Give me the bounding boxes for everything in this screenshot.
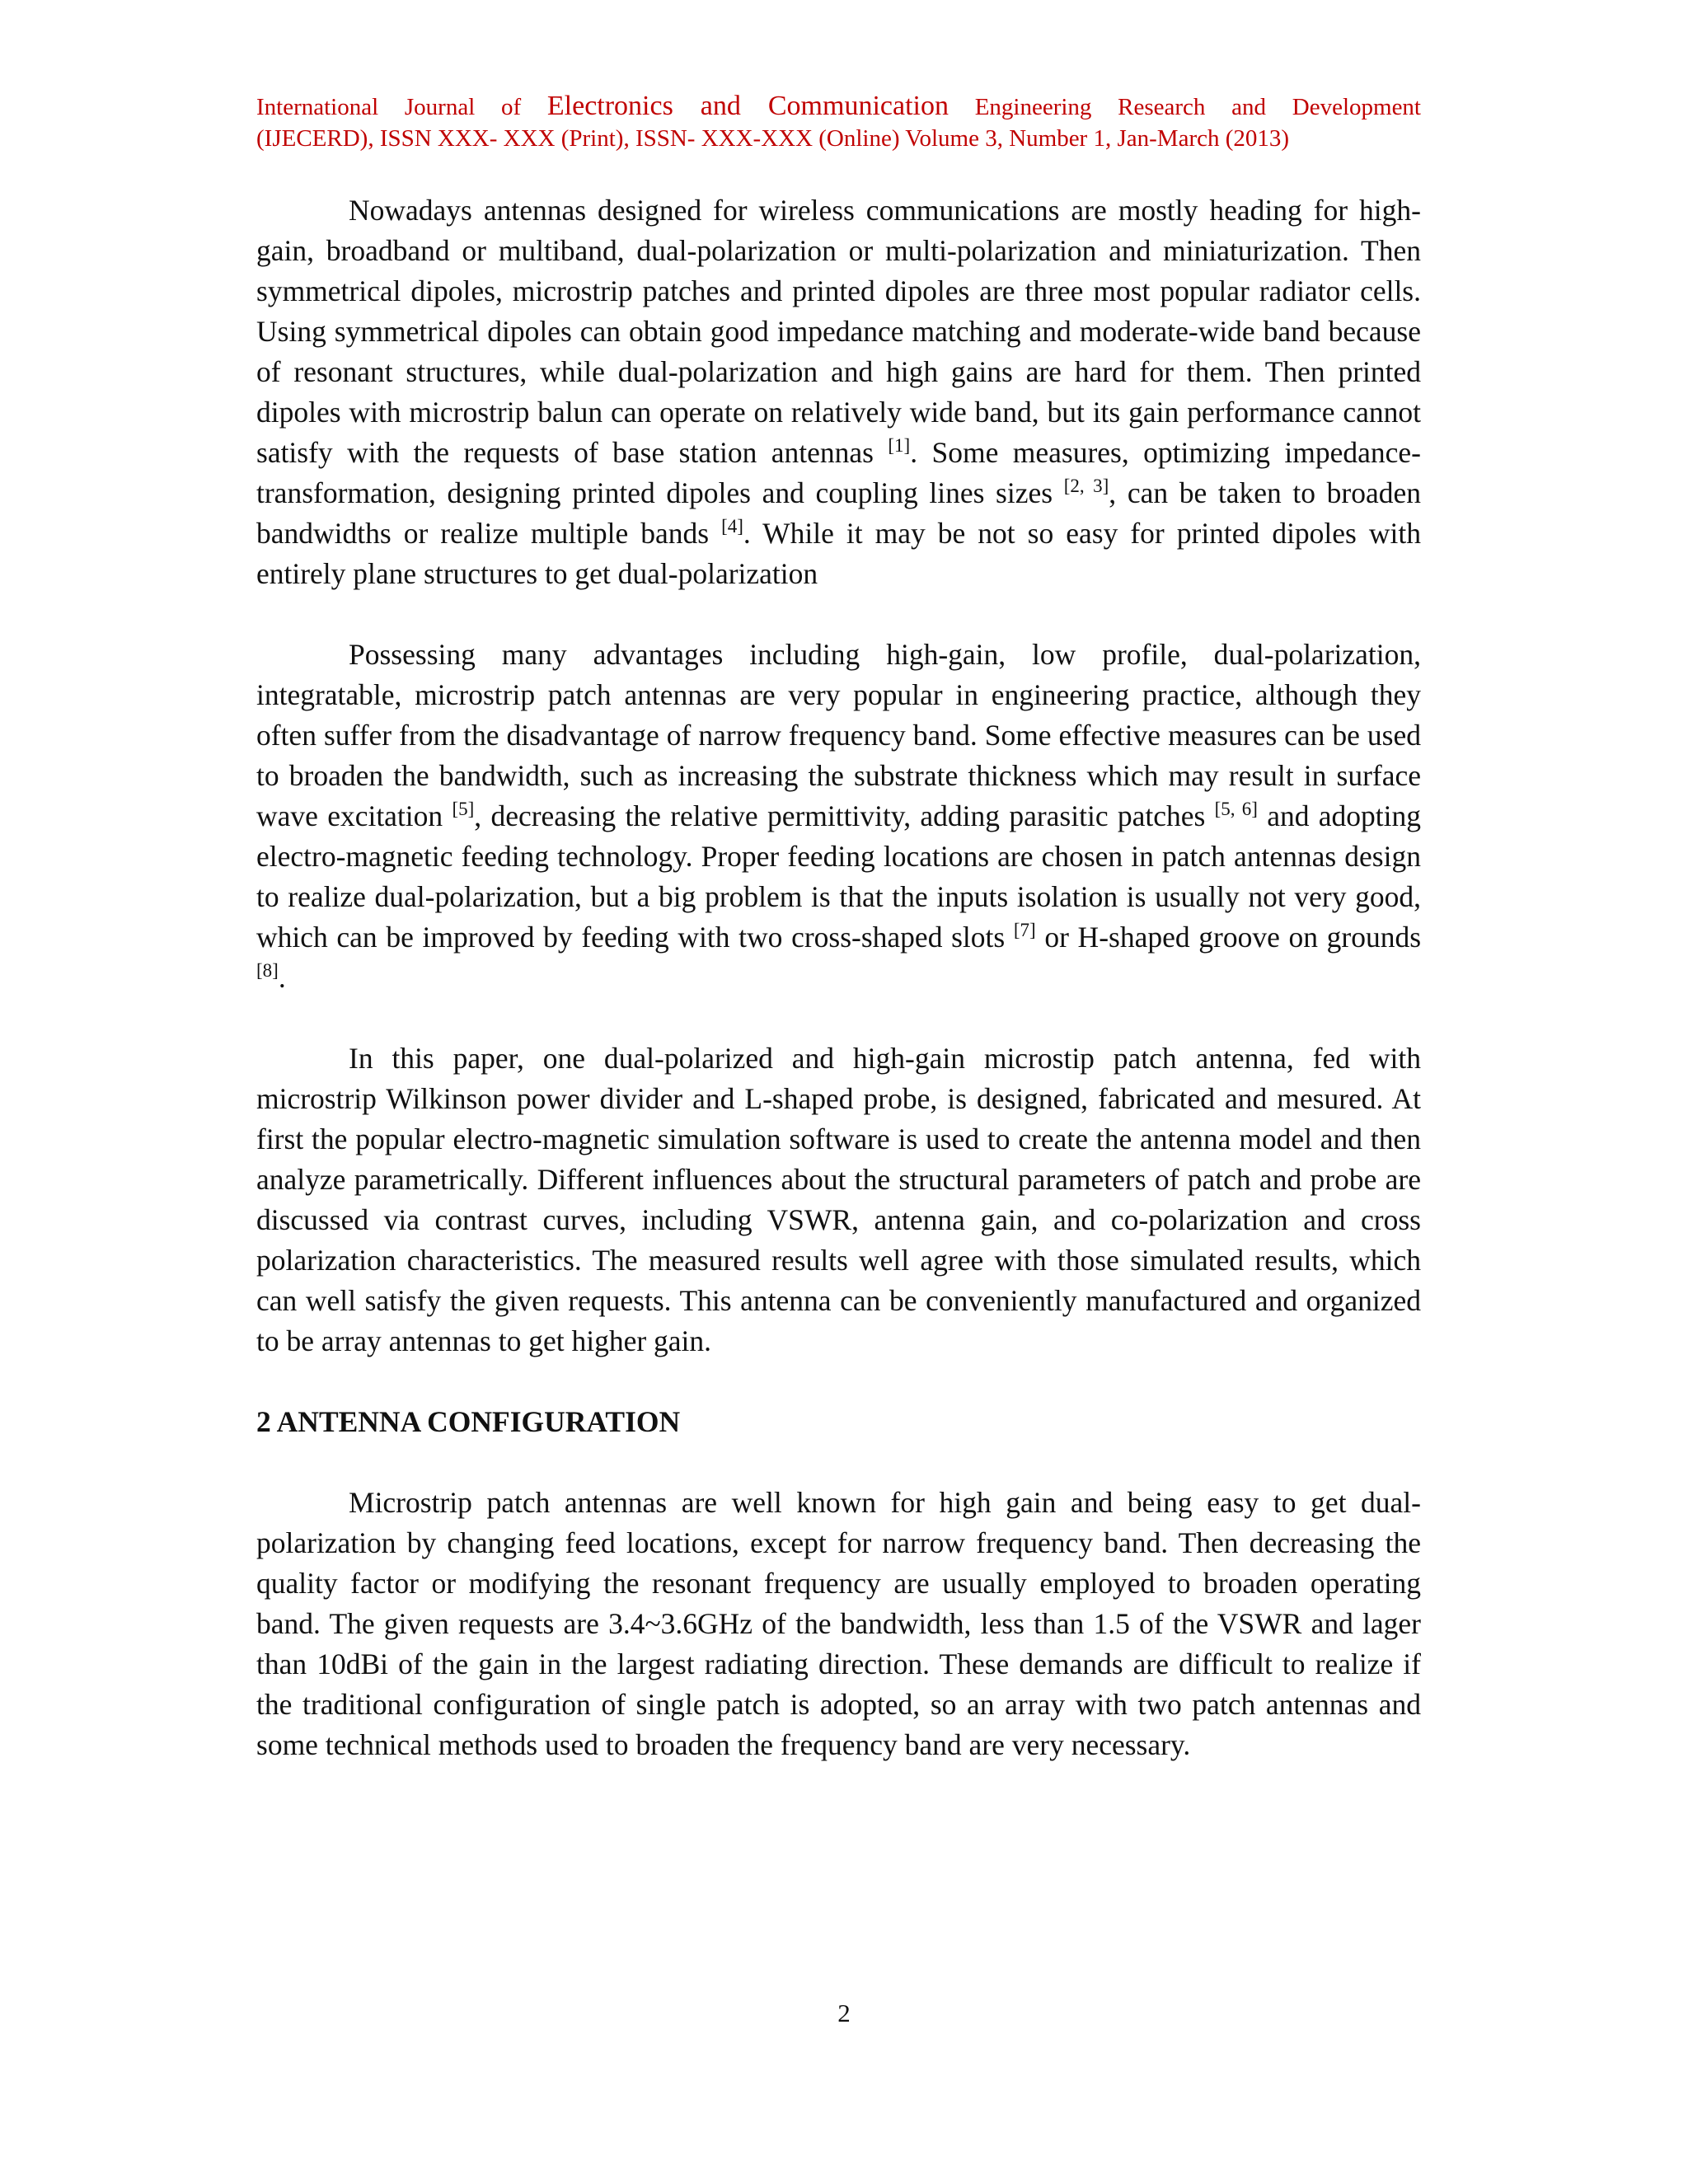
section-heading: 2 ANTENNA CONFIGURATION bbox=[256, 1405, 681, 1438]
paragraph-1-text-4: . While it may be not so easy for printed dipoles with entirely plane structures to get dual-polarization bbox=[256, 517, 1421, 590]
paragraph-1-text-2: . Some measures, optimizing impedance-transformation, designing printed dipoles and coupling lines sizes bbox=[256, 436, 1421, 509]
paragraph-1 bbox=[256, 190, 1421, 594]
paragraph-2-text-4: or H-shaped groove on grounds bbox=[1035, 921, 1422, 954]
citation-5-6: [5, 6] bbox=[1214, 799, 1258, 819]
journal-header-line-2: (IJECERD), ISSN XXX- XXX (Print), ISSN- XXX-XXX (Online) Volume 3, Number 1, Jan-March (2013) bbox=[256, 125, 1290, 152]
page-number: 2 bbox=[837, 1999, 851, 2027]
journal-name-part-2: Electronics and Communication bbox=[546, 91, 949, 121]
paragraph-2 bbox=[256, 635, 1421, 998]
journal-name-part-1: International Journal of bbox=[256, 94, 547, 120]
paragraph-1-text-1: Nowadays antennas designed for wireless communications are mostly heading for high-gain, broadband or multiband, dual-polarization or multi-polarization and miniaturization. Then symmetrical dipoles, microstrip patches and printed dipoles are three most popular radiator cells. Using symmetrical dipoles can obtain good impedance matching and moderate-wide band because of resonant structures, while dual-polarization and high gains are hard for them. Then printed dipoles with microstrip balun can operate on relatively wide band, but its gain performance cannot satisfy with the requests of base station antennas bbox=[256, 194, 1421, 469]
citation-7: [7] bbox=[1013, 920, 1036, 940]
paragraph-4: Microstrip patch antennas are well known for high gain and being easy to get dual-polarization by changing feed locations, except for narrow frequency band. Then decreasing the quality factor or modifying the resonant frequency are usually employed to broaden operating band. The given requests are 3.4~3.6GHz of the bandwidth, less than 1.5 of the VSWR and lager than 10dBi of the gain in the largest radiating direction. These demands are difficult to realize if the traditional configuration of single patch is adopted, so an array with two patch antennas and some technical methods used to broaden the frequency band are very necessary. bbox=[256, 1486, 1421, 1761]
citation-2-3: [2, 3] bbox=[1063, 476, 1109, 496]
citation-8: [8] bbox=[256, 960, 279, 981]
citation-4: [4] bbox=[721, 516, 743, 537]
paragraph-2-text-3: and adopting electro-magnetic feeding technology. Proper feeding locations are chosen in patch antennas design to realize dual-polarization, but a big problem is that the inputs isolation is usually not very good, which can be improved by feeding with two cross-shaped slots bbox=[256, 799, 1421, 954]
page-content bbox=[256, 91, 1421, 1806]
paragraph-2-text-5: . bbox=[278, 961, 286, 994]
paragraph-1-text-3: , can be taken to broaden bandwidths or realize multiple bands bbox=[256, 476, 1421, 550]
journal-header-line-1 bbox=[256, 91, 1421, 123]
paragraph-2-text-2: , decreasing the relative permittivity, adding parasitic patches bbox=[474, 799, 1215, 832]
journal-name-part-3: Engineering Research and Development bbox=[948, 94, 1421, 120]
citation-5: [5] bbox=[452, 799, 475, 819]
citation-1: [1] bbox=[888, 435, 911, 456]
journal-header bbox=[256, 91, 1421, 154]
paragraph-3: In this paper, one dual-polarized and high-gain microstip patch antenna, fed with microstrip Wilkinson power divider and L-shaped probe, is designed, fabricated and mesured. At first the popular electro-magnetic simulation software is used to create the antenna model and then analyze parametrically. Different influences about the structural parameters of patch and probe are discussed via contrast curves, including VSWR, antenna gain, and co-polarization and cross polarization characteristics. The measured results well agree with those simulated results, which can well satisfy the given requests. This antenna can be conveniently manufactured and organized to be array antennas to get higher gain. bbox=[256, 1042, 1421, 1357]
paragraph-2-text-1: Possessing many advantages including high-gain, low profile, dual-polarization, integratable, microstrip patch antennas are very popular in engineering practice, although they often suffer from the disadvantage of narrow frequency band. Some effective measures can be used to broaden the bandwidth, such as increasing the substrate thickness which may result in surface wave excitation bbox=[256, 638, 1421, 832]
